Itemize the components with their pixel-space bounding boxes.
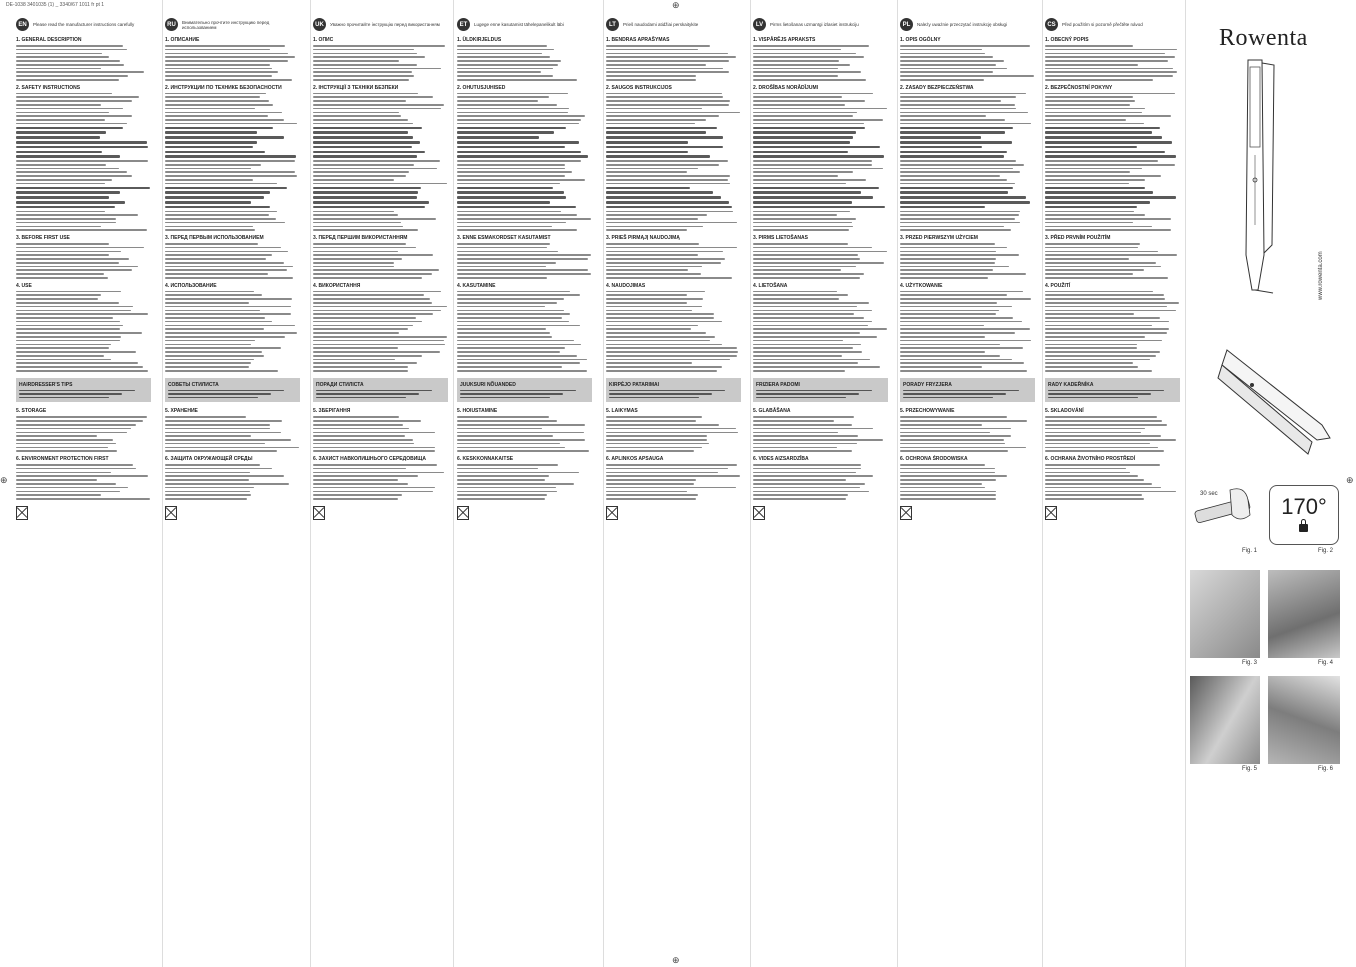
body-text — [753, 45, 888, 81]
body-text — [457, 45, 592, 81]
section-heading: 5. LAIKYMAS — [606, 408, 638, 415]
body-text — [165, 291, 300, 372]
body-text — [900, 45, 1035, 81]
photo-figure — [1268, 570, 1340, 658]
weee-bin-icon — [753, 506, 765, 520]
body-text — [606, 45, 741, 81]
body-text — [1045, 416, 1180, 452]
body-text — [16, 45, 151, 81]
website-label: www.rowenta.com — [1318, 251, 1324, 300]
fig-label: Fig. 3 — [1242, 660, 1258, 666]
section-heading: 6. KESKKONNAKAITSE — [457, 456, 514, 463]
fold-line — [603, 0, 604, 967]
language-column-ru — [165, 18, 300, 953]
body-text — [900, 416, 1035, 452]
section-heading: 5. SKLADOVÁNÍ — [1045, 408, 1084, 415]
language-column-lv — [753, 18, 888, 953]
section-heading: 1. ÜLDKIRJELDUS — [457, 37, 502, 43]
fig-label: Fig. 1 — [1242, 548, 1258, 554]
body-text — [165, 93, 300, 231]
file-line: DE-1038 3401035 (1) _ 3340/67 1011 fr pt 1 — [6, 2, 105, 8]
language-column-lt — [606, 18, 741, 953]
body-text — [1045, 291, 1180, 372]
body-text — [165, 45, 300, 81]
section-heading: 2. OHUTUSJUHISED — [457, 84, 506, 91]
section-heading: 1. BENDRAS APRAŠYMAS — [606, 37, 670, 43]
section-heading: 6. OCHRANA ŽIVOTNÍHO PROSTŘEDÍ — [1045, 456, 1136, 463]
body-text — [313, 45, 448, 81]
body-text — [900, 464, 1035, 500]
body-text — [606, 464, 741, 500]
body-text — [900, 93, 1035, 231]
section-heading: 6. APLINKOS APSAUGA — [606, 456, 664, 463]
body-text — [313, 93, 448, 231]
language-column-uk — [313, 18, 448, 953]
body-text — [165, 464, 300, 500]
section-heading: 4. ВИКОРИСТАННЯ — [313, 282, 361, 289]
section-heading: 2. ИНСТРУКЦИИ ПО ТЕХНИКЕ БЕЗОПАСНОСТИ — [165, 84, 282, 91]
body-text — [1045, 45, 1180, 81]
svg-text:30 sec: 30 sec — [1200, 491, 1218, 497]
fold-line — [310, 0, 311, 967]
hand-lock-figure — [1190, 485, 1265, 545]
crop-mark-icon: ⊕ — [1346, 475, 1354, 485]
section-heading: 2. SAUGOS INSTRUKCIJOS — [606, 84, 672, 91]
section-heading: 3. ПЕРЕД ПЕРВЫМ ИСПОЛЬЗОВАНИЕМ — [165, 235, 264, 241]
language-badge: UK — [313, 18, 326, 31]
straightener-side-figure — [1212, 330, 1342, 475]
section-heading: 5. HOIUSTAMINE — [457, 408, 498, 415]
section-heading: 6. ENVIRONMENT PROTECTION FIRST — [16, 456, 109, 463]
body-text — [457, 416, 592, 452]
section-heading: 1. GENERAL DESCRIPTION — [16, 37, 82, 43]
body-text — [457, 93, 592, 231]
padlock-icon — [1299, 524, 1308, 532]
language-badge: LV — [753, 18, 766, 31]
section-heading: 2. ІНСТРУКЦІЇ З ТЕХНІКИ БЕЗПЕКИ — [313, 84, 399, 91]
section-heading: 5. STORAGE — [16, 408, 47, 415]
body-text — [900, 291, 1035, 372]
body-text — [753, 291, 888, 372]
photo-figure — [1190, 570, 1260, 658]
section-heading: 6. OCHRONA ŚRODOWISKA — [900, 456, 968, 463]
photo-figure — [1268, 676, 1340, 764]
body-text — [606, 243, 741, 279]
body-text — [457, 464, 592, 500]
tip-box: PORADY FRYZJERA — [900, 378, 1035, 403]
body-text — [313, 464, 448, 500]
body-text — [606, 291, 741, 372]
body-text — [16, 291, 151, 372]
column-heading: Please read the manufacturer instructions carefully — [33, 22, 135, 27]
body-text — [313, 291, 448, 372]
section-heading: 4. KASUTAMINE — [457, 282, 496, 289]
section-heading: 3. PIRMS LIETOŠANAS — [753, 235, 808, 241]
language-badge: RU — [165, 18, 178, 31]
body-text — [16, 93, 151, 231]
tip-box: FRIZIERA PADOMI — [753, 378, 888, 403]
section-heading: 3. PRIEŠ PIRMĄJĮ NAUDOJIMĄ — [606, 235, 680, 241]
section-heading: 4. NAUDOJIMAS — [606, 282, 646, 289]
column-heading: Należy uważnie przeczytać instrukcję obsługi — [917, 22, 1008, 27]
section-heading: 3. PRZED PIERWSZYM UŻYCIEM — [900, 235, 978, 241]
crop-mark-icon: ⊕ — [0, 475, 8, 485]
temperature-display — [1269, 485, 1339, 545]
section-heading: 4. POUŽITÍ — [1045, 282, 1071, 289]
column-heading: Pirms lietošanas uzmanīgi izlasiet instrukciju — [770, 22, 859, 27]
section-heading: 6. ЗАХИСТ НАВКОЛИШНЬОГО СЕРЕДОВИЩА — [313, 456, 426, 463]
tip-box: RADY KADEŘNÍKA — [1045, 378, 1180, 403]
section-heading: 5. GLABĀŠANA — [753, 408, 791, 415]
language-column-cs — [1045, 18, 1180, 953]
language-column-et — [457, 18, 592, 953]
section-heading: 4. ИСПОЛЬЗОВАНИЕ — [165, 282, 217, 289]
section-heading: 1. OPIS OGÓLNY — [900, 37, 941, 43]
body-text — [606, 416, 741, 452]
section-heading: 5. ЗБЕРІГАННЯ — [313, 408, 351, 415]
body-text — [900, 243, 1035, 279]
language-badge: ET — [457, 18, 470, 31]
column-heading: Před použitím si pozorně přečtěte návod — [1062, 22, 1143, 27]
section-heading: 4. USE — [16, 282, 32, 289]
body-text — [606, 93, 741, 231]
weee-bin-icon — [1045, 506, 1057, 520]
language-badge: LT — [606, 18, 619, 31]
weee-bin-icon — [313, 506, 325, 520]
fig-label: Fig. 5 — [1242, 766, 1258, 772]
photo-figure — [1190, 676, 1260, 764]
section-heading: 3. ENNE ESMAKORDSET KASUTAMIST — [457, 235, 551, 241]
straightener-diagram — [1228, 55, 1288, 295]
crop-mark-icon: ⊕ — [672, 955, 680, 965]
section-heading: 1. ОПИС — [313, 37, 334, 43]
section-heading: 4. LIETOŠANA — [753, 282, 788, 289]
language-column-en — [16, 18, 151, 953]
section-heading: 2. SAFETY INSTRUCTIONS — [16, 84, 81, 91]
body-text — [313, 416, 448, 452]
weee-bin-icon — [457, 506, 469, 520]
section-heading: 1. ОПИСАНИЕ — [165, 37, 200, 43]
weee-bin-icon — [900, 506, 912, 520]
section-heading: 2. ZASADY BEZPIECZEŃSTWA — [900, 84, 974, 91]
section-heading: 6. VIDES AIZSARDZĪBA — [753, 456, 809, 463]
column-heading: Уважно прочитайте інструкцію перед використанням — [330, 22, 440, 27]
tip-box: ПОРАДИ СТИЛІСТА — [313, 378, 448, 403]
language-column-pl — [900, 18, 1035, 953]
body-text — [165, 243, 300, 279]
section-heading: 3. ПЕРЕД ПЕРШИМ ВИКОРИСТАННЯМ — [313, 235, 408, 241]
body-text — [457, 243, 592, 279]
column-heading: Внимательно прочтите инструкцию перед использованием — [182, 19, 270, 30]
weee-bin-icon — [165, 506, 177, 520]
body-text — [457, 291, 592, 372]
body-text — [16, 416, 151, 452]
body-text — [753, 416, 888, 452]
fig-label: Fig. 6 — [1318, 766, 1334, 772]
fig-label: Fig. 4 — [1318, 660, 1334, 666]
weee-bin-icon — [16, 506, 28, 520]
tip-box: HAIRDRESSER'S TIPS — [16, 378, 151, 403]
fold-line — [750, 0, 751, 967]
fold-line — [453, 0, 454, 967]
body-text — [16, 243, 151, 279]
section-heading: 5. PRZECHOWYWANIE — [900, 408, 955, 415]
temperature-value: 170° — [1281, 494, 1327, 519]
fig-label: Fig. 2 — [1318, 548, 1334, 554]
section-heading: 1. VISPĀRĒJS APRAKSTS — [753, 37, 816, 43]
section-heading: 1. OBECNÝ POPIS — [1045, 37, 1089, 43]
section-heading: 3. PŘED PRVNÍM POUŽITÍM — [1045, 235, 1111, 241]
section-heading: 4. UŻYTKOWANIE — [900, 282, 943, 289]
brand-logo: Rowenta — [1219, 25, 1308, 51]
body-text — [16, 464, 151, 500]
section-heading: 2. BEZPEČNOSTNÍ POKYNY — [1045, 84, 1113, 91]
body-text — [753, 243, 888, 279]
fold-line — [1185, 0, 1186, 967]
tip-box: JUUKSURI NÕUANDED — [457, 378, 592, 403]
section-heading: 2. DROŠĪBAS NORĀDĪJUMI — [753, 84, 819, 91]
column-heading: Prieš naudodami atidžiai perskaitykite — [623, 22, 699, 27]
section-heading: 6. ЗАЩИТА ОКРУЖАЮЩЕЙ СРЕДЫ — [165, 456, 253, 463]
body-text — [1045, 243, 1180, 279]
body-text — [1045, 464, 1180, 500]
language-badge: PL — [900, 18, 913, 31]
body-text — [165, 416, 300, 452]
fold-line — [1042, 0, 1043, 967]
language-badge: EN — [16, 18, 29, 31]
section-heading: 5. ХРАНЕНИЕ — [165, 408, 198, 415]
weee-bin-icon — [606, 506, 618, 520]
section-heading: 3. BEFORE FIRST USE — [16, 235, 70, 241]
fold-line — [897, 0, 898, 967]
tip-box: KIRPĖJO PATARIMAI — [606, 378, 741, 403]
language-badge: CS — [1045, 18, 1058, 31]
body-text — [753, 93, 888, 231]
crop-mark-icon: ⊕ — [672, 0, 680, 10]
body-text — [753, 464, 888, 500]
body-text — [313, 243, 448, 279]
tip-box: СОВЕТЫ СТИЛИСТА — [165, 378, 300, 403]
column-heading: Lugege enne kasutamist tähelepanelikult läbi — [474, 22, 564, 27]
fold-line — [162, 0, 163, 967]
body-text — [1045, 93, 1180, 231]
